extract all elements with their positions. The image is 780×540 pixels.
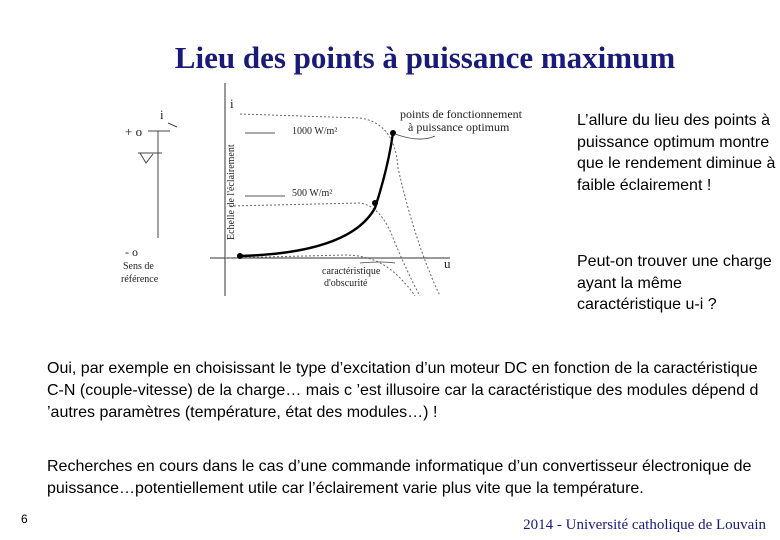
diode-icon bbox=[140, 153, 153, 163]
footer-institution: 2014 - Université catholique de Louvain bbox=[523, 517, 766, 533]
minus-terminal-label: - o bbox=[125, 245, 138, 259]
body-paragraph-dc-motor: Oui, par exemple en choisissant le type d’excitation d’un moteur DC en fonction de la caractéristique C-N (couple-vitesse) de la charge… mais c ’est illusoire car la caractéristique des modules dépend d ’autres paramètres (température, état des modules…) ! bbox=[47, 360, 759, 421]
optimum-label-2: à puissance optimum bbox=[408, 120, 510, 134]
optimum-point-dark bbox=[237, 253, 243, 259]
plus-terminal-label: + o bbox=[125, 124, 143, 139]
illumination-scale-label: Echelle de l'éclairement bbox=[226, 144, 237, 240]
x-axis-label: u bbox=[444, 256, 451, 271]
reference-label-2: référence bbox=[121, 274, 159, 285]
load-pointer-line bbox=[360, 262, 395, 263]
load-label-2: d'obscurité bbox=[324, 278, 368, 289]
level-label-low: 500 W/m² bbox=[292, 188, 333, 199]
optimum-label-1: points de fonctionnement bbox=[400, 107, 522, 121]
slide-title: Lieu des points à puissance maximum bbox=[174, 40, 676, 75]
pv-characteristic-diagram bbox=[110, 78, 570, 298]
current-arrow bbox=[168, 123, 177, 127]
page-number: 6 bbox=[21, 512, 28, 526]
curve-dark bbox=[225, 255, 415, 296]
pv-characteristic-figure bbox=[110, 78, 570, 298]
reference-label-1: Sens de bbox=[123, 261, 154, 272]
side-paragraph-efficiency: L’allure du lieu des points à puissance optimum montre que le rendement diminue à faible éclairement ! bbox=[577, 112, 776, 194]
pv-circuit-symbol bbox=[121, 107, 177, 285]
load-label-1: caractéristique bbox=[322, 266, 381, 277]
side-paragraph-question: Peut-on trouver une charge ayant la même caractéristique u-i ? bbox=[577, 253, 772, 313]
body-paragraph-research: Recherches en cours dans le cas d’une commande informatique d’un convertisseur électronique de puissance…potentiellement utile car l’éclairement varie plus vite que la température. bbox=[47, 458, 752, 497]
optimum-point-low bbox=[372, 200, 378, 206]
level-label-high: 1000 W/m² bbox=[292, 126, 338, 137]
optimum-point-high bbox=[390, 130, 396, 136]
y-axis-label: i bbox=[230, 96, 234, 111]
current-label: i bbox=[160, 107, 164, 122]
optimum-pointer-line bbox=[395, 134, 435, 139]
